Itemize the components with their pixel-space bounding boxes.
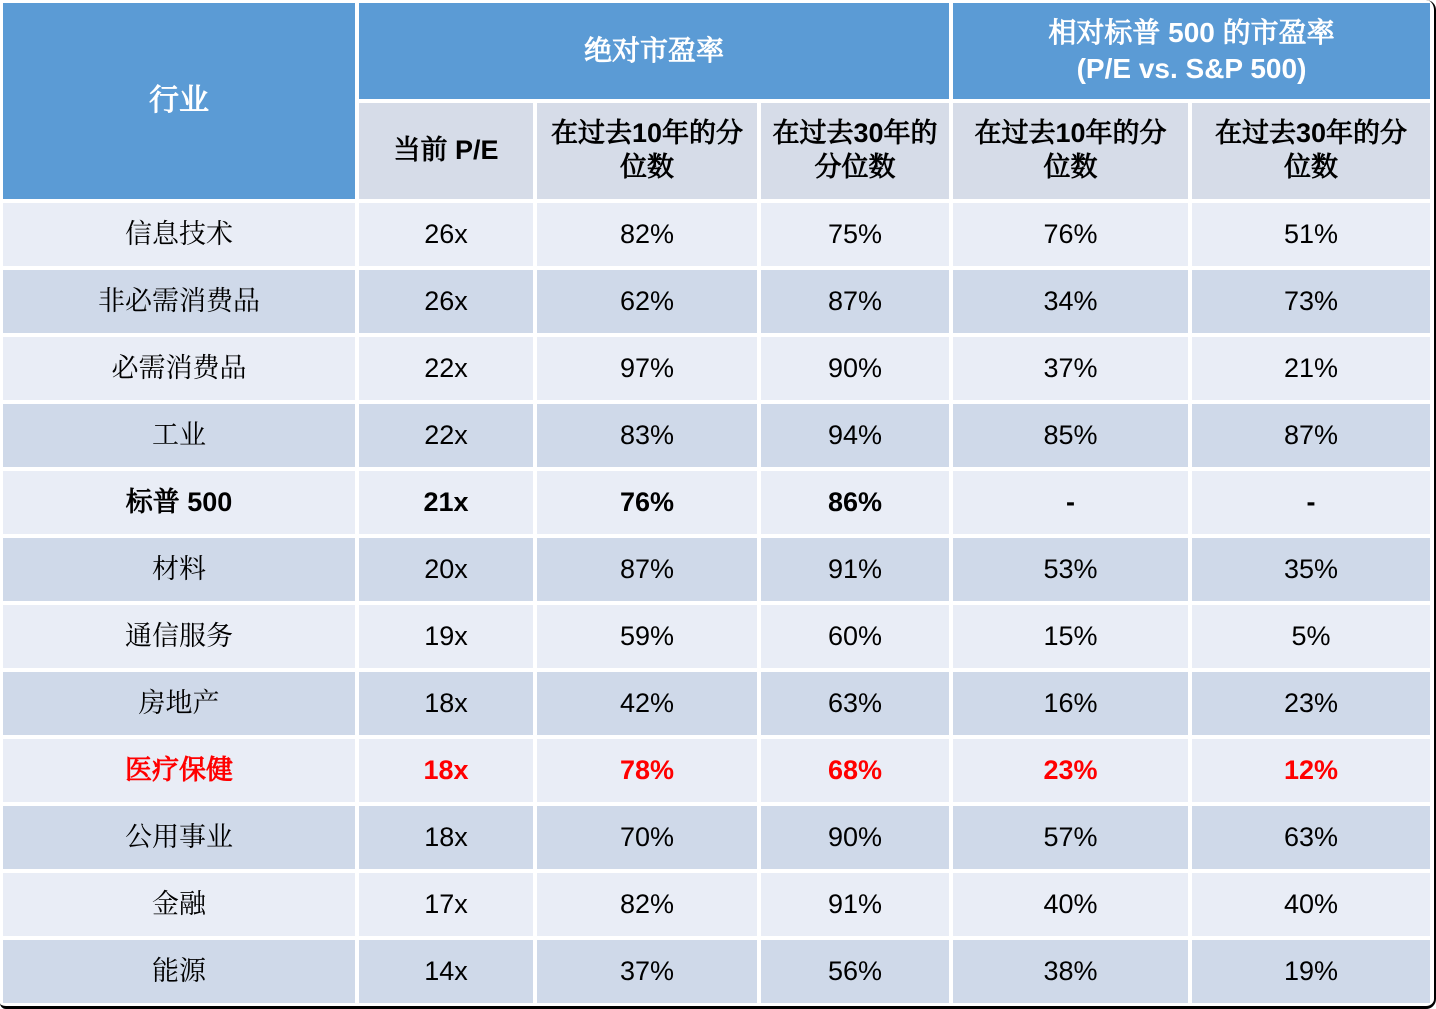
cell-value: 75% bbox=[761, 203, 949, 266]
group-header-absolute-pe: 绝对市盈率 bbox=[359, 3, 949, 99]
row-label: 通信服务 bbox=[3, 605, 355, 668]
subheader-relative-10y-percentile: 在过去10年的分位数 bbox=[953, 103, 1188, 199]
cell-value: 16% bbox=[953, 672, 1188, 735]
cell-value: - bbox=[1192, 471, 1430, 534]
cell-value: 83% bbox=[537, 404, 757, 467]
cell-value: 62% bbox=[537, 270, 757, 333]
subheader-absolute-30y-percentile: 在过去30年的分位数 bbox=[761, 103, 949, 199]
cell-value: 12% bbox=[1192, 739, 1430, 802]
cell-value: 91% bbox=[761, 538, 949, 601]
cell-value: 87% bbox=[537, 538, 757, 601]
cell-value: 56% bbox=[761, 940, 949, 1003]
cell-value: 63% bbox=[1192, 806, 1430, 869]
cell-value: 53% bbox=[953, 538, 1188, 601]
cell-value: 37% bbox=[953, 337, 1188, 400]
cell-value: 90% bbox=[761, 806, 949, 869]
cell-value: 59% bbox=[537, 605, 757, 668]
pe-table bbox=[3, 3, 1430, 1003]
row-label: 能源 bbox=[3, 940, 355, 1003]
cell-value: 26x bbox=[359, 270, 533, 333]
cell-value: 19% bbox=[1192, 940, 1430, 1003]
row-label: 金融 bbox=[3, 873, 355, 936]
cell-value: 78% bbox=[537, 739, 757, 802]
row-label: 房地产 bbox=[3, 672, 355, 735]
cell-value: 38% bbox=[953, 940, 1188, 1003]
cell-value: 37% bbox=[537, 940, 757, 1003]
cell-value: 82% bbox=[537, 203, 757, 266]
cell-value: 18x bbox=[359, 739, 533, 802]
row-label: 必需消费品 bbox=[3, 337, 355, 400]
row-label: 标普 500 bbox=[3, 471, 355, 534]
row-label: 工业 bbox=[3, 404, 355, 467]
cell-value: 63% bbox=[761, 672, 949, 735]
row-label: 非必需消费品 bbox=[3, 270, 355, 333]
cell-value: 57% bbox=[953, 806, 1188, 869]
cell-value: 90% bbox=[761, 337, 949, 400]
industry-column-header: 行业 bbox=[3, 3, 355, 199]
cell-value: 22x bbox=[359, 337, 533, 400]
cell-value: 76% bbox=[953, 203, 1188, 266]
cell-value: 51% bbox=[1192, 203, 1430, 266]
cell-value: 15% bbox=[953, 605, 1188, 668]
subheader-absolute-10y-percentile: 在过去10年的分位数 bbox=[537, 103, 757, 199]
cell-value: 18x bbox=[359, 672, 533, 735]
cell-value: 94% bbox=[761, 404, 949, 467]
cell-value: 14x bbox=[359, 940, 533, 1003]
row-label: 医疗保健 bbox=[3, 739, 355, 802]
cell-value: 87% bbox=[1192, 404, 1430, 467]
cell-value: 40% bbox=[1192, 873, 1430, 936]
cell-value: 21x bbox=[359, 471, 533, 534]
cell-value: 5% bbox=[1192, 605, 1430, 668]
cell-value: 20x bbox=[359, 538, 533, 601]
cell-value: 23% bbox=[953, 739, 1188, 802]
cell-value: 86% bbox=[761, 471, 949, 534]
cell-value: 42% bbox=[537, 672, 757, 735]
cell-value: 82% bbox=[537, 873, 757, 936]
subheader-current-pe: 当前 P/E bbox=[359, 103, 533, 199]
row-label: 材料 bbox=[3, 538, 355, 601]
subheader-relative-30y-percentile: 在过去30年的分位数 bbox=[1192, 103, 1430, 199]
cell-value: 76% bbox=[537, 471, 757, 534]
row-label: 公用事业 bbox=[3, 806, 355, 869]
cell-value: 97% bbox=[537, 337, 757, 400]
cell-value: 18x bbox=[359, 806, 533, 869]
cell-value: 34% bbox=[953, 270, 1188, 333]
cell-value: 40% bbox=[953, 873, 1188, 936]
cell-value: 22x bbox=[359, 404, 533, 467]
cell-value: 87% bbox=[761, 270, 949, 333]
cell-value: 17x bbox=[359, 873, 533, 936]
cell-value: 91% bbox=[761, 873, 949, 936]
group-header-relative-pe-line1: 相对标普 500 的市盈率 bbox=[1048, 16, 1335, 48]
cell-value: 26x bbox=[359, 203, 533, 266]
cell-value: 60% bbox=[761, 605, 949, 668]
cell-value: 23% bbox=[1192, 672, 1430, 735]
cell-value: 70% bbox=[537, 806, 757, 869]
cell-value: 68% bbox=[761, 739, 949, 802]
cell-value: 35% bbox=[1192, 538, 1430, 601]
cell-value: 21% bbox=[1192, 337, 1430, 400]
cell-value: - bbox=[953, 471, 1188, 534]
group-header-relative-pe-line2: (P/E vs. S&P 500) bbox=[1076, 53, 1307, 84]
cell-value: 85% bbox=[953, 404, 1188, 467]
row-label: 信息技术 bbox=[3, 203, 355, 266]
cell-value: 19x bbox=[359, 605, 533, 668]
group-header-relative-pe bbox=[953, 3, 1430, 99]
cell-value: 73% bbox=[1192, 270, 1430, 333]
